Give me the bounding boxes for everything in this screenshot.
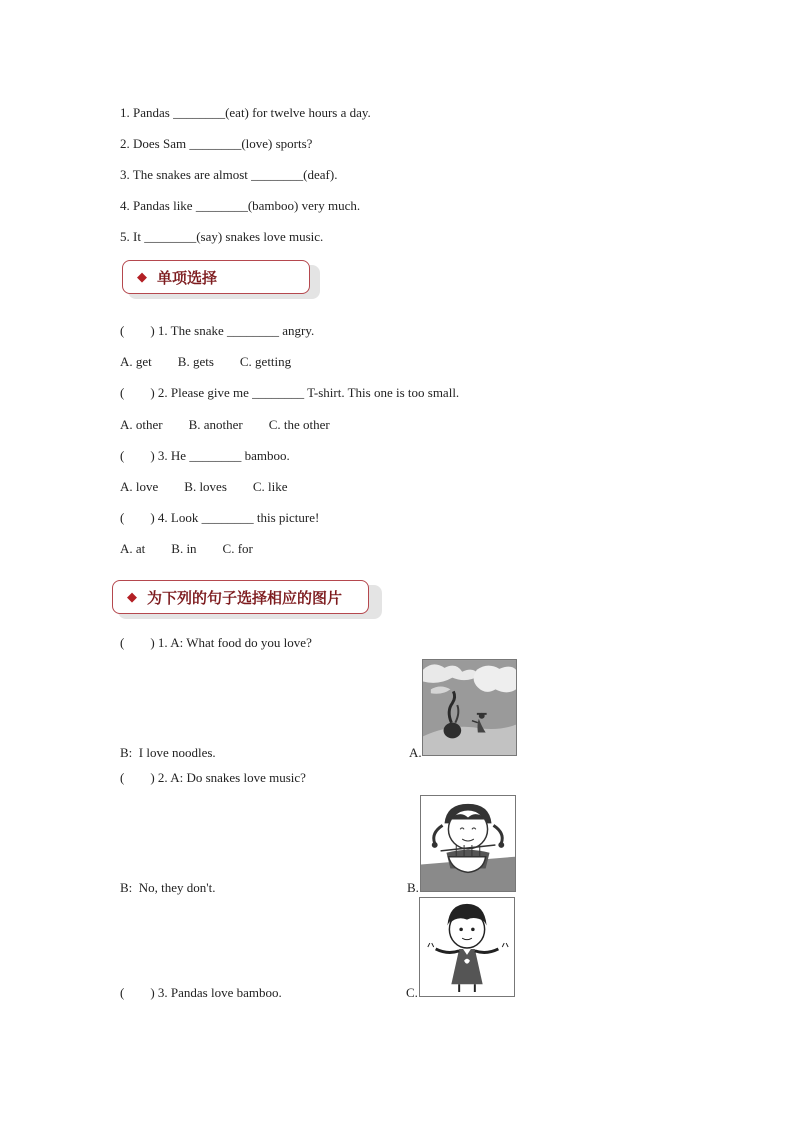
fill-in-item-1: 1. Pandas ________(eat) for twelve hours a day. — [120, 105, 371, 120]
fill-in-item-4: 4. Pandas like ________(bamboo) very much. — [120, 198, 361, 213]
section-heading-picture-match — [112, 580, 369, 614]
mc-question-2: ( ) 2. Please give me ________ T-shirt. This one is too small. — [120, 385, 460, 400]
picture-label-c: C. — [406, 985, 418, 1000]
fill-in-item-3: 3. The snakes are almost ________(deaf). — [120, 167, 338, 182]
picture-label-a: A. — [409, 745, 422, 760]
diamond-bullet-icon: ◆ — [137, 269, 147, 285]
match-question-3: ( ) 3. Pandas love bamboo. — [120, 985, 282, 1000]
fill-in-item-5: 5. It ________(say) snakes love music. — [120, 229, 324, 244]
mc-options-3: A. love B. loves C. like — [120, 479, 288, 494]
picture-label-b: B. — [407, 880, 419, 895]
section-title: 单项选择 — [157, 268, 218, 287]
mc-options-4: A. at B. in C. for — [120, 541, 253, 556]
match-answer-1: B: I love noodles. — [120, 745, 216, 760]
match-question-1: ( ) 1. A: What food do you love? — [120, 635, 312, 650]
mc-question-4: ( ) 4. Look ________ this picture! — [120, 510, 320, 525]
girl-eating-noodles-picture — [420, 795, 516, 892]
diamond-bullet-icon: ◆ — [127, 589, 137, 605]
fill-in-item-2: 2. Does Sam ________(love) sports? — [120, 136, 313, 151]
snake-charmer-picture — [422, 659, 517, 756]
mc-question-1: ( ) 1. The snake ________ angry. — [120, 323, 315, 338]
section-title: 为下列的句子选择相应的图片 — [147, 588, 343, 607]
girl-shrugging-picture — [419, 897, 515, 997]
match-question-2: ( ) 2. A: Do snakes love music? — [120, 770, 306, 785]
mc-options-1: A. get B. gets C. getting — [120, 354, 292, 369]
section-heading-single-choice — [122, 260, 310, 294]
mc-options-2: A. other B. another C. the other — [120, 417, 330, 432]
mc-question-3: ( ) 3. He ________ bamboo. — [120, 448, 290, 463]
match-answer-2: B: No, they don't. — [120, 880, 216, 895]
